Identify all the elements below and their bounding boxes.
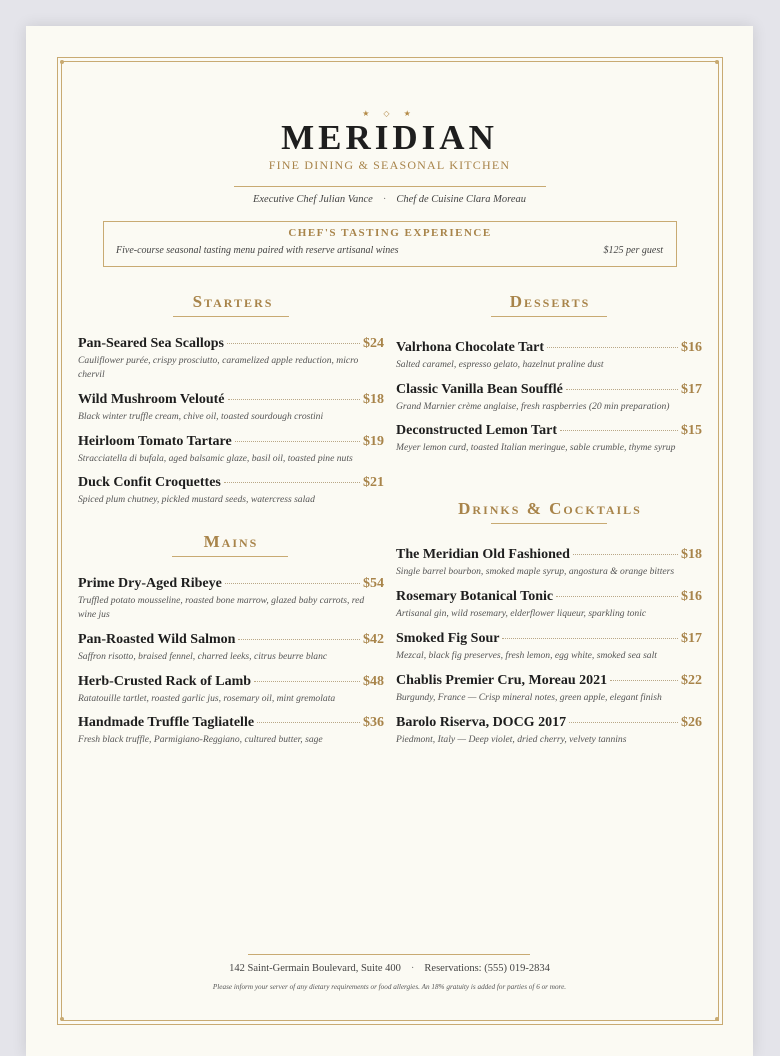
menu-item-price: $42 [363,632,384,647]
menu-item-description: Truffled potato mousseline, roasted bone marrow, glazed baby carrots, red wine jus [78,595,365,620]
section-title-desserts: Desserts [509,292,591,311]
menu-item [78,475,384,507]
footer-note: Please inform your server of any dietary requirements or food allergies. An 18% gratuity is added for parties of 6 or more. [212,983,567,991]
menu-item-description: Artisanal gin, wild rosemary, elderflower liqueur, sparkling tonic [396,608,647,619]
section-rule-drinks [491,523,607,524]
dot-leader [556,596,678,597]
menu-item-price: $54 [363,576,384,591]
inner-border [61,61,719,1021]
menu-item-price: $48 [363,674,384,689]
menu-item-name: Herb-Crusted Rack of Lamb [78,674,252,689]
menu-item-row [396,547,702,563]
corner-ornament [715,1017,719,1021]
header-divider [234,186,546,187]
menu-item-row [396,340,702,356]
menu-item-name: Classic Vanilla Bean Soufflé [396,382,563,397]
dot-leader [502,638,678,639]
menu-item [78,336,384,382]
menu-item-name: Prime Dry-Aged Ribeye [78,576,222,591]
menu-item [396,673,702,705]
menu-item-price: $24 [363,336,384,351]
menu-item-row [396,715,702,731]
menu-item-description: Meyer lemon curd, toasted Italian meringue, sable crumble, thyme syrup [396,442,676,453]
menu-item-name: The Meridian Old Fashioned [396,547,570,562]
menu-item-name: Pan-Seared Sea Scallops [78,336,224,351]
menu-item [78,632,384,664]
menu-item-price: $21 [363,475,384,490]
menu-item-row [396,382,702,398]
menu-item-description: Black winter truffle cream, chive oil, toasted sourdough crostini [78,411,324,422]
menu-item-row [396,631,702,647]
menu-item-name: Duck Confit Croquettes [78,475,221,490]
menu-item-name: Valrhona Chocolate Tart [396,340,545,355]
restaurant-tagline: FINE DINING & SEASONAL KITCHEN [268,158,511,172]
menu-item [396,423,702,455]
menu-item-name: Chablis Premier Cru, Moreau 2021 [396,673,608,688]
menu-item-row [78,715,384,731]
tasting-description: Five-course seasonal tasting menu paired with reserve artisanal wines [116,245,399,256]
menu-item-name: Heirloom Tomato Tartare [78,434,232,449]
menu-item-name: Barolo Riserva, DOCG 2017 [396,715,567,730]
menu-item-row [78,392,384,408]
menu-item-description: Salted caramel, espresso gelato, hazelnut praline dust [396,359,604,370]
chef-separator: · [382,194,387,205]
menu-item [396,631,702,663]
tasting-price: $125 per guest [603,245,663,256]
menu-item [78,434,384,466]
dot-leader [257,722,360,723]
menu-item-price: $17 [681,631,702,646]
menu-item [396,715,702,747]
footer-divider [248,954,530,955]
restaurant-name: MERIDIAN [281,118,498,157]
menu-item-price: $17 [681,382,702,397]
menu-item-row [396,673,702,689]
menu-item-name: Wild Mushroom Velouté [78,392,225,407]
menu-item-description: Mezcal, black fig preserves, fresh lemon, egg white, smoked sea salt [396,650,657,661]
menu-item [396,340,702,372]
dot-leader [573,554,678,555]
menu-item-price: $15 [681,423,702,438]
section-title-mains: Mains [203,532,259,551]
dot-leader [569,722,678,723]
corner-ornament [715,60,719,64]
dot-leader [560,430,678,431]
menu-item-name: Smoked Fig Sour [396,631,500,646]
tasting-title: CHEF'S TASTING EXPERIENCE [288,227,492,239]
chef-de-cuisine: Chef de Cuisine Clara Moreau [396,194,526,205]
corner-ornament [60,60,64,64]
menu-item-price: $18 [681,547,702,562]
menu-item-description: Saffron risotto, braised fennel, charred leeks, citrus beurre blanc [78,651,328,662]
menu-item-name: Rosemary Botanical Tonic [396,589,554,604]
menu-item-description: Single barrel bourbon, smoked maple syrup, angostura & orange bitters [396,566,675,577]
menu-item-description: Fresh black truffle, Parmigiano-Reggiano, cultured butter, sage [78,734,323,745]
menu-item-name: Handmade Truffle Tagliatelle [78,715,255,730]
section-rule-desserts [491,316,607,317]
footer-separator: · [410,963,415,974]
menu-item-price: $22 [681,673,702,688]
menu-item-row [396,589,702,605]
menu-item-description: Ratatouille tartlet, roasted garlic jus, rosemary oil, mint gremolata [78,693,336,704]
chef-credits [26,194,753,205]
dot-leader [224,482,360,483]
menu-item-price: $16 [681,589,702,604]
menu-item-price: $36 [363,715,384,730]
section-title-drinks: Drinks & Cocktails [458,499,642,518]
menu-item-row [396,423,702,439]
menu-item-price: $18 [363,392,384,407]
restaurant-address: 142 Saint-Germain Boulevard, Suite 400 [229,963,401,974]
menu-item [396,382,702,414]
menu-item-price: $19 [363,434,384,449]
dot-leader [610,680,678,681]
menu-item-row [78,632,384,648]
section-rule-starters [173,316,289,317]
menu-item [396,547,702,579]
corner-ornament [60,1017,64,1021]
menu-page [26,26,753,1056]
dot-leader [238,639,360,640]
section-rule-mains [172,556,288,557]
dot-leader [254,681,360,682]
dot-leader [566,389,678,390]
menu-item [78,674,384,706]
menu-item-price: $16 [681,340,702,355]
menu-item [78,715,384,747]
menu-header [26,110,753,173]
footer-contact [26,963,753,974]
menu-item-row [78,674,384,690]
dot-leader [547,347,678,348]
menu-item-name: Pan-Roasted Wild Salmon [78,632,236,647]
menu-item-description: Piedmont, Italy — Deep violet, dried cherry, velvety tannins [396,734,627,745]
menu-item [396,589,702,621]
executive-chef: Executive Chef Julian Vance [252,194,373,205]
dot-leader [235,441,360,442]
menu-item-description: Grand Marnier crème anglaise, fresh raspberries (20 min preparation) [396,401,670,412]
menu-item-name: Deconstructed Lemon Tart [396,423,557,438]
menu-item [78,576,384,622]
dot-leader [225,583,360,584]
reservations-phone: Reservations: (555) 019-2834 [424,963,550,974]
menu-item-description: Burgundy, France — Crisp mineral notes, green apple, elegant finish [396,692,662,703]
menu-item-row [78,576,384,592]
menu-item-row [78,434,384,450]
star-ornament-icon: ★ ◇ ★ [362,109,417,118]
menu-item-row [78,475,384,491]
dot-leader [228,399,360,400]
menu-item-price: $26 [681,715,702,730]
tasting-experience-box [103,221,677,267]
menu-item-description: Stracciatella di bufala, aged balsamic glaze, basil oil, toasted pine nuts [78,453,353,464]
section-title-starters: Starters [192,292,274,311]
menu-item-row [78,336,384,352]
menu-item-description: Spiced plum chutney, pickled mustard seeds, watercress salad [78,494,315,505]
dot-leader [227,343,360,344]
menu-item-description: Cauliflower purée, crispy prosciutto, caramelized apple reduction, micro chervil [78,355,359,380]
menu-item [78,392,384,424]
